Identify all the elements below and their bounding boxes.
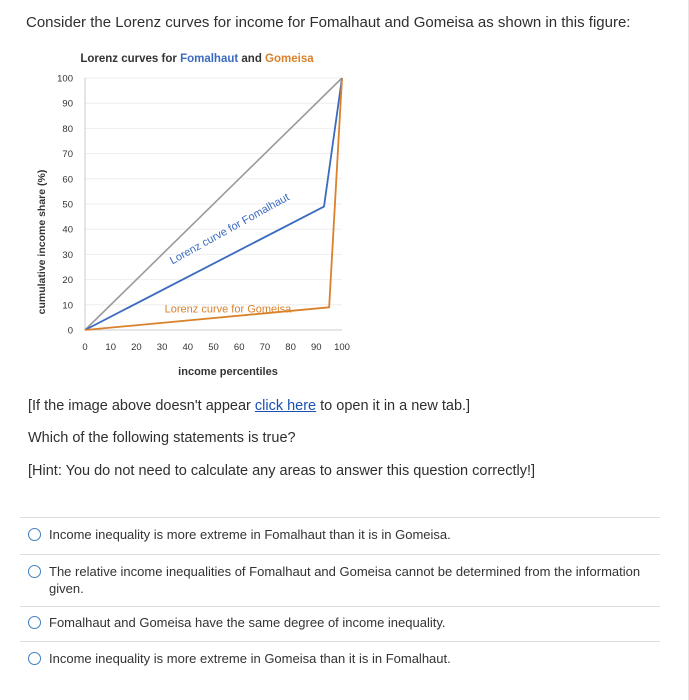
x-tick-label-50: 50	[208, 342, 219, 353]
chart-title-prefix: Lorenz curves for	[80, 53, 181, 65]
radio-option-1[interactable]	[28, 528, 41, 541]
y-tick-label-90: 90	[62, 98, 73, 110]
x-tick-label-60: 60	[233, 342, 245, 353]
radio-option-2[interactable]	[28, 565, 41, 578]
y-tick-label-10: 10	[62, 300, 73, 312]
x-tick-label-40: 40	[182, 342, 194, 353]
divider	[20, 641, 660, 642]
annotation-fomalhaut: Lorenz curve for Fomalhaut	[168, 191, 292, 268]
option-2[interactable]	[28, 563, 658, 597]
y-tick-label-100: 100	[57, 73, 73, 85]
y-tick-label-20: 20	[62, 275, 73, 287]
divider	[20, 554, 660, 555]
option-1-label: Income inequality is more extreme in Fomalhaut than it is in Gomeisa.	[49, 527, 451, 542]
annotation-gomeisa: Lorenz curve for Gomeisa	[164, 303, 292, 316]
option-3-label: Fomalhaut and Gomeisa have the same degree of income inequality.	[49, 615, 446, 630]
x-tick-label-20: 20	[131, 342, 142, 353]
question-hint: [Hint: You do not need to calculate any areas to answer this question correctly!]	[28, 463, 535, 479]
chart-title	[80, 53, 314, 65]
y-tick-label-80: 80	[62, 123, 73, 135]
y-tick-label-30: 30	[62, 249, 73, 261]
image-note	[28, 398, 470, 414]
note-suffix: to open it in a new tab.]	[316, 398, 471, 414]
x-tick-label-30: 30	[156, 342, 168, 353]
x-tick-label-10: 10	[105, 342, 116, 353]
y-tick-label-60: 60	[62, 174, 73, 186]
note-prefix: [If the image above doesn't appear	[28, 398, 255, 414]
option-1[interactable]	[28, 526, 658, 543]
x-tick-label-0: 0	[82, 342, 88, 353]
y-tick-label-50: 50	[62, 199, 73, 211]
x-tick-label-90: 90	[311, 342, 322, 353]
chart-title-and: and	[238, 53, 266, 65]
y-tick-label-0: 0	[67, 325, 73, 337]
x-axis-label: income percentiles	[178, 366, 278, 378]
question-prompt: Consider the Lorenz curves for income for Fomalhaut and Gomeisa as shown in this figure:	[26, 14, 631, 31]
grid	[85, 78, 342, 305]
open-image-link[interactable]: click here	[254, 398, 317, 414]
chart-title-fomalhaut: Fomalhaut	[180, 53, 239, 65]
y-tick-label-70: 70	[62, 149, 73, 161]
y-tick-label-40: 40	[62, 224, 73, 236]
lorenz-chart	[0, 40, 689, 390]
option-3[interactable]	[28, 614, 658, 631]
x-tick-label-80: 80	[285, 342, 296, 353]
option-4[interactable]	[28, 650, 658, 667]
radio-option-4[interactable]	[28, 652, 41, 665]
x-tick-label-70: 70	[259, 342, 271, 353]
question-which: Which of the following statements is true?	[28, 430, 296, 446]
chart-title-gomeisa: Gomeisa	[265, 53, 314, 65]
option-2-label: The relative income inequalities of Fomalhaut and Gomeisa cannot be determined from the information given.	[49, 564, 641, 596]
divider	[20, 606, 660, 607]
divider	[20, 517, 660, 518]
x-tick-label-100: 100	[334, 342, 350, 353]
option-4-label: Income inequality is more extreme in Gomeisa than it is in Fomalhaut.	[49, 651, 451, 666]
radio-option-3[interactable]	[28, 616, 41, 629]
y-axis-label: cumulative income share (%)	[36, 169, 48, 315]
